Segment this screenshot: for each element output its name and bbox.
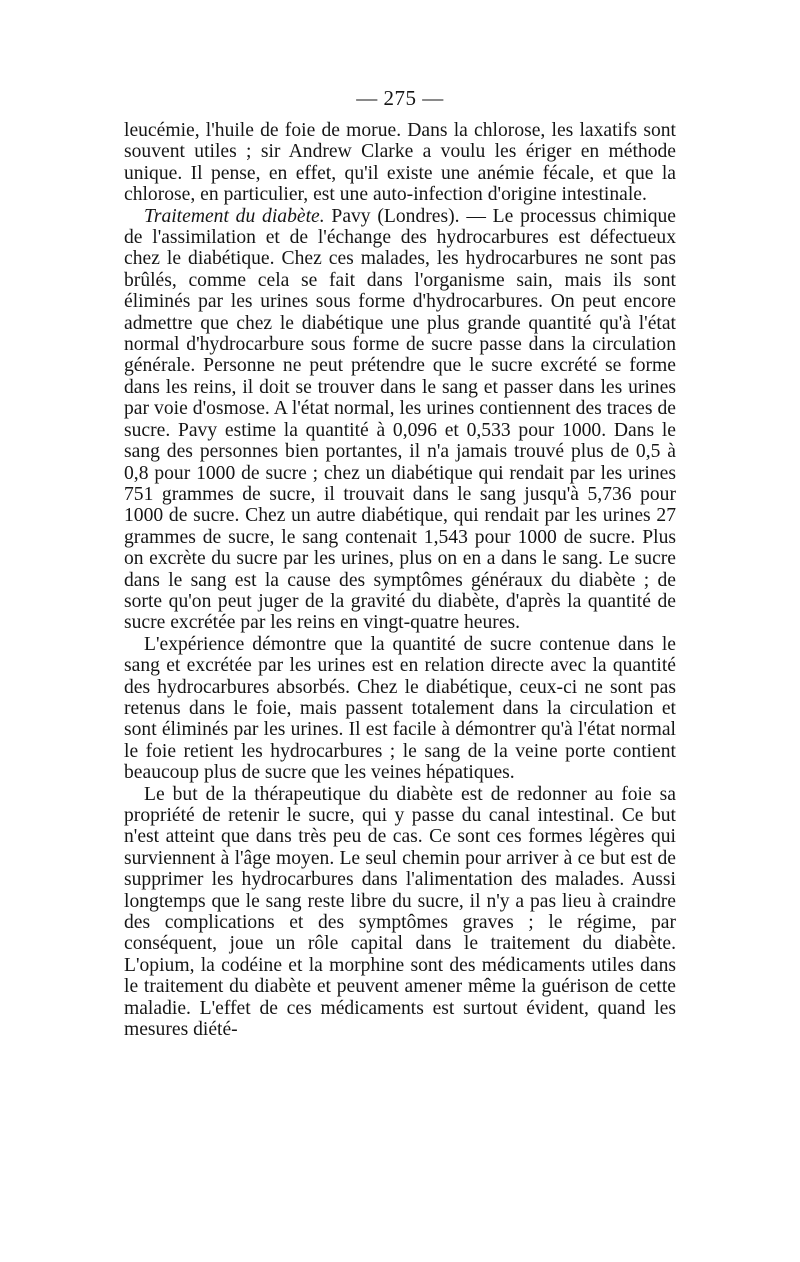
paragraph-continuation: leucémie, l'huile de foie de morue. Dans la chlorose, les laxatifs sont souvent utiles ; sir Andrew Clarke a voulu les ériger en méthode unique. Il pense, en effet, qu'il existe une anémie fécale, et que la chlorose, en particulier, est une auto-infection d'origine intestinale. — [124, 120, 676, 206]
paragraph-experience: L'expérience démontre que la quantité de sucre contenue dans le sang et excrétée par les urines est en relation directe avec la quantité des hydrocarbures absorbés. Chez le diabétique, ceux-ci ne sont pas retenus dans le foie, mais passent totalement dans la circulation et sont éliminés par les urines. Il est facile à démontrer qu'à l'état normal le foie retient les hydrocarbures ; le sang de la veine porte contient beaucoup plus de sucre que les veines hépatiques. — [124, 633, 676, 784]
paragraph-diabetes-treatment — [124, 206, 676, 634]
paragraph-therapy-goal: Le but de la thérapeutique du diabète est de redonner au foie sa propriété de retenir le sucre, qui y passe du canal intestinal. Ce but n'est atteint que dans très peu de cas. Ce sont ces formes légères qui surviennent à l'âge moyen. Le seul chemin pour arriver à ce but est de supprimer les hydrocarbures dans l'alimentation des malades. Aussi longtemps que le sang reste libre du sucre, il n'y a pas lieu à craindre des complications et des symptômes graves ; le régime, par conséquent, joue un rôle capital dans le traitement du diabète. L'opium, la codéine et la morphine sont des médicaments utiles dans le traitement du diabète et peuvent amener même la guérison de cette maladie. L'effet de ces médicaments est surtout évident, quand les mesures diété- — [124, 783, 676, 1041]
body-text — [124, 120, 676, 1040]
paragraph-text: Pavy (Londres). — Le processus chimique de l'assimilation et de l'échange des hydrocarbures est défectueux chez le diabétique. Chez ces malades, les hydrocarbures ne sont pas brûlés, comme cela se fait dans l'organisme sain, mais ils sont éliminés par les urines sous forme d'hydrocarbures. On peut encore admettre que chez le diabétique une plus grande quantité qu'à l'état normal d'hydrocarbure sous forme de sucre passe dans la circulation générale. Personne ne peut prétendre que le sucre excrété se forme dans les reins, il doit se trouver dans le sang et passer dans les urines par voie d'osmose. A l'état normal, les urines contiennent des traces de sucre. Pavy estime la quantité à 0,096 et 0,533 pour 1000. Dans le sang des personnes bien portantes, il n'a jamais trouvé plus de 0,5 à 0,8 pour 1000 de sucre ; chez un diabétique qui rendait par les urines 751 grammes de sucre, il trouvait dans le sang jusqu'à 5,736 pour 1000 de sucre. Chez un autre diabétique, qui rendait par les urines 27 grammes de sucre, le sang contenait 1,543 pour 1000 de sucre. Plus on excrète du sucre par les urines, plus on en a dans le sang. Le sucre dans le sang est la cause des symptômes généraux du diabète ; de sorte qu'on peut juger de la gravité du diabète, d'après la quantité de sucre excrétée par les reins en vingt-quatre heures. — [124, 205, 677, 634]
section-heading: Traitement du diabète. — [144, 205, 325, 227]
page-number: — 275 — — [356, 86, 444, 110]
